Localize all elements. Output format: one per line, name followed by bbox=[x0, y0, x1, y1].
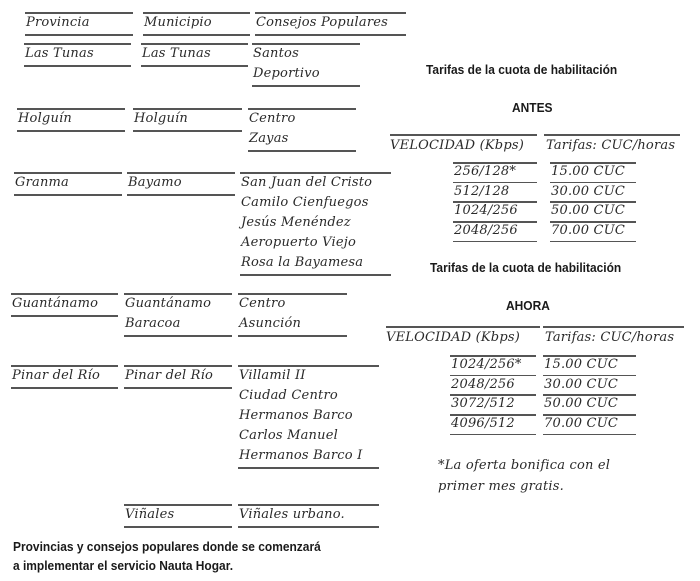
cell-provincia: Guantánamo bbox=[12, 296, 99, 311]
rule-line bbox=[252, 85, 360, 87]
speed-value: 2048/256 bbox=[454, 223, 518, 239]
cell-consejo: Centro bbox=[239, 296, 286, 311]
cell-municipio: Baracoa bbox=[125, 316, 181, 331]
header-provincia: Provincia bbox=[26, 15, 90, 30]
cell-municipio: Pinar del Río bbox=[125, 368, 214, 383]
cell-provincia: Pinar del Río bbox=[12, 368, 101, 383]
caption-line: a implementar el servicio Nauta Hogar. bbox=[13, 558, 234, 573]
header-velocidad: VELOCIDAD (Kbps) bbox=[390, 138, 524, 153]
rule-line bbox=[238, 467, 379, 469]
header-velocidad: VELOCIDAD (Kbps) bbox=[386, 330, 520, 345]
rule-line bbox=[11, 387, 118, 389]
cell-consejo: Carlos Manuel bbox=[239, 428, 338, 443]
rule-line bbox=[543, 434, 636, 436]
rule-line bbox=[133, 130, 242, 132]
price-value: 50.00 CUC bbox=[544, 396, 618, 412]
price-value: 15.00 CUC bbox=[544, 357, 618, 372]
cell-provincia: Granma bbox=[15, 175, 69, 190]
cell-provincia: Holguín bbox=[18, 111, 72, 126]
rule-line bbox=[17, 130, 125, 132]
cell-consejo: Aeropuerto Viejo bbox=[241, 235, 356, 250]
cell-consejo: Camilo Cienfuegos bbox=[241, 195, 369, 210]
rule-line bbox=[238, 335, 347, 337]
rule-line bbox=[248, 150, 356, 152]
rule-line bbox=[450, 434, 536, 436]
tariff-title: Tarifas de la cuota de habilitación bbox=[426, 62, 618, 77]
rule-line bbox=[124, 387, 232, 389]
cell-consejo: Jesús Menéndez bbox=[241, 215, 351, 230]
caption-line: Provincias y consejos populares donde se comenzará bbox=[13, 539, 321, 554]
rule-line bbox=[11, 315, 118, 317]
price-value: 15.00 CUC bbox=[551, 164, 625, 179]
header-municipio: Municipio bbox=[144, 15, 212, 30]
header-consejos: Consejos Populares bbox=[256, 15, 389, 30]
footnote: *La oferta bonifica con el bbox=[438, 458, 611, 473]
tariff-subtitle: ANTES bbox=[512, 100, 553, 115]
cell-consejo: Centro bbox=[249, 111, 296, 126]
cell-consejo: Rosa la Bayamesa bbox=[241, 255, 364, 270]
price-value: 30.00 CUC bbox=[544, 376, 618, 392]
cell-consejo: Ciudad Centro bbox=[239, 388, 338, 403]
rule-line bbox=[14, 194, 122, 196]
cell-municipio: Las Tunas bbox=[142, 46, 211, 61]
header-tarifas: Tarifas: CUC/horas bbox=[546, 138, 676, 153]
tariff-title: Tarifas de la cuota de habilitación bbox=[430, 260, 622, 275]
cell-municipio: Viñales bbox=[125, 507, 175, 522]
speed-value: 2048/256 bbox=[451, 376, 515, 392]
cell-provincia: Las Tunas bbox=[25, 46, 94, 61]
speed-value: 256/128* bbox=[454, 164, 517, 179]
rule-line bbox=[143, 34, 250, 36]
rule-line bbox=[255, 34, 406, 36]
rule-line bbox=[124, 335, 232, 337]
cell-consejo: Viñales urbano. bbox=[239, 507, 345, 522]
cell-consejo: Santos bbox=[253, 46, 299, 61]
price-value: 70.00 CUC bbox=[544, 416, 618, 432]
footnote: primer mes gratis. bbox=[438, 479, 564, 494]
cell-municipio: Holguín bbox=[134, 111, 188, 126]
speed-value: 1024/256* bbox=[451, 357, 522, 372]
rule-line bbox=[453, 241, 537, 243]
rule-line bbox=[240, 274, 391, 276]
rule-line bbox=[238, 526, 379, 528]
rule-line bbox=[127, 194, 235, 196]
price-value: 30.00 CUC bbox=[551, 183, 625, 199]
cell-consejo: Hermanos Barco I bbox=[239, 448, 363, 463]
cell-municipio: Guantánamo bbox=[125, 296, 212, 311]
cell-consejo: San Juan del Cristo bbox=[241, 175, 373, 190]
speed-value: 3072/512 bbox=[451, 396, 515, 412]
cell-consejo: Zayas bbox=[249, 131, 289, 146]
cell-consejo: Deportivo bbox=[253, 66, 320, 81]
rule-line bbox=[24, 65, 131, 67]
tariff-subtitle: AHORA bbox=[506, 298, 550, 313]
cell-municipio: Bayamo bbox=[128, 175, 182, 190]
cell-consejo: Asunción bbox=[239, 316, 302, 331]
rule-line bbox=[550, 241, 636, 243]
rule-line bbox=[25, 34, 133, 36]
speed-value: 1024/256 bbox=[454, 203, 518, 219]
speed-value: 512/128 bbox=[454, 183, 510, 199]
cell-consejo: Villamil II bbox=[239, 368, 306, 383]
price-value: 50.00 CUC bbox=[551, 203, 625, 219]
price-value: 70.00 CUC bbox=[551, 223, 625, 239]
cell-consejo: Hermanos Barco bbox=[239, 408, 353, 423]
header-tarifas: Tarifas: CUC/horas bbox=[545, 330, 675, 345]
speed-value: 4096/512 bbox=[451, 416, 515, 432]
rule-line bbox=[141, 65, 248, 67]
rule-line bbox=[124, 526, 232, 528]
